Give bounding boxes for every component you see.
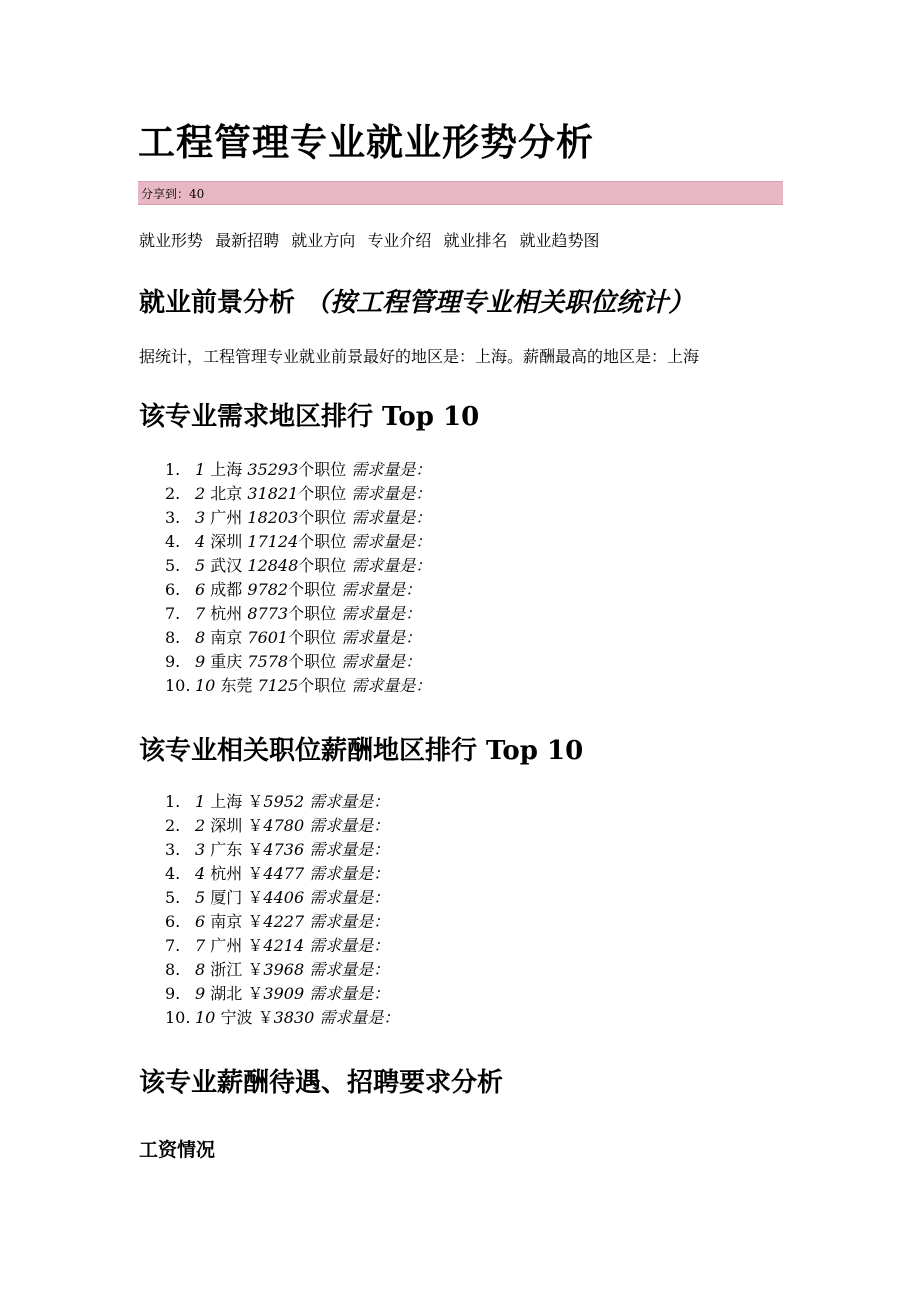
item-number: 8. xyxy=(165,628,181,647)
nav-link-trend-chart[interactable]: 就业趋势图 xyxy=(519,231,600,250)
job-count: 17124 xyxy=(247,532,299,551)
yen-sign: ￥ xyxy=(247,936,264,955)
city-name: 成都 xyxy=(210,580,243,599)
job-unit: 个职位 xyxy=(298,532,347,551)
city-name: 武汉 xyxy=(210,556,243,575)
salary-amount: 4227 xyxy=(263,912,305,931)
city-name: 杭州 xyxy=(210,604,243,623)
salary-amount: 4214 xyxy=(263,936,305,955)
item-number: 1. xyxy=(165,792,181,811)
list-item xyxy=(165,626,431,650)
city-name: 北京 xyxy=(210,484,243,503)
item-number: 10. xyxy=(165,676,191,695)
list-item xyxy=(165,674,431,698)
item-number: 4. xyxy=(165,864,181,883)
demand-note: 需求量是： xyxy=(309,864,390,883)
treatment-heading: 该专业薪酬待遇、招聘要求分析 xyxy=(139,1068,504,1098)
job-count: 7601 xyxy=(247,628,289,647)
yen-sign: ￥ xyxy=(257,1008,274,1027)
demand-note: 需求量是： xyxy=(341,628,422,647)
list-item xyxy=(165,838,399,862)
demand-note: 需求量是： xyxy=(319,1008,400,1027)
city-name: 广州 xyxy=(210,508,243,527)
salary-heading: 该专业相关职位薪酬地区排行 Top 10 xyxy=(139,736,584,766)
job-unit: 个职位 xyxy=(288,604,337,623)
salary-amount: 5952 xyxy=(263,792,305,811)
rank-number: 4 xyxy=(195,532,206,551)
list-item xyxy=(165,506,431,530)
demand-note: 需求量是： xyxy=(351,556,432,575)
demand-ranking-list xyxy=(165,458,431,698)
item-number: 7. xyxy=(165,604,181,623)
demand-heading: 该专业需求地区排行 Top 10 xyxy=(139,402,480,432)
nav-link-ranking[interactable]: 就业排名 xyxy=(443,231,508,250)
job-unit: 个职位 xyxy=(288,580,337,599)
item-number: 1. xyxy=(165,460,181,479)
yen-sign: ￥ xyxy=(247,864,264,883)
city-name: 宁波 xyxy=(220,1008,253,1027)
yen-sign: ￥ xyxy=(247,984,264,1003)
demand-note: 需求量是： xyxy=(309,960,390,979)
item-number: 6. xyxy=(165,912,181,931)
list-item xyxy=(165,602,431,626)
salary-ranking-list xyxy=(165,790,399,1030)
yen-sign: ￥ xyxy=(247,912,264,931)
rank-number: 3 xyxy=(195,508,206,527)
demand-note: 需求量是： xyxy=(341,604,422,623)
job-unit: 个职位 xyxy=(298,484,347,503)
prospect-heading-text: 就业前景分析 xyxy=(139,288,296,318)
list-item xyxy=(165,862,399,886)
city-name: 南京 xyxy=(210,628,243,647)
demand-note: 需求量是： xyxy=(309,816,390,835)
salary-amount: 3909 xyxy=(263,984,305,1003)
list-item xyxy=(165,982,399,1006)
list-item xyxy=(165,814,399,838)
rank-number: 7 xyxy=(195,604,206,623)
list-item xyxy=(165,578,431,602)
item-number: 6. xyxy=(165,580,181,599)
demand-note: 需求量是： xyxy=(341,652,422,671)
list-item xyxy=(165,886,399,910)
rank-number: 9 xyxy=(195,984,206,1003)
job-count: 8773 xyxy=(247,604,289,623)
job-count: 7125 xyxy=(257,676,299,695)
rank-number: 10 xyxy=(195,676,216,695)
rank-number: 8 xyxy=(195,628,206,647)
demand-note: 需求量是： xyxy=(351,508,432,527)
salary-amount: 3968 xyxy=(263,960,305,979)
item-number: 9. xyxy=(165,984,181,1003)
city-name: 广东 xyxy=(210,840,243,859)
rank-number: 5 xyxy=(195,888,206,907)
prospect-heading-note: （按工程管理专业相关职位统计） xyxy=(304,288,695,318)
demand-note: 需求量是： xyxy=(341,580,422,599)
job-unit: 个职位 xyxy=(298,460,347,479)
share-bar[interactable] xyxy=(138,181,783,205)
list-item xyxy=(165,790,399,814)
demand-note: 需求量是： xyxy=(309,840,390,859)
demand-note: 需求量是： xyxy=(351,460,432,479)
item-number: 5. xyxy=(165,888,181,907)
demand-note: 需求量是： xyxy=(309,912,390,931)
nav-link-major-intro[interactable]: 专业介绍 xyxy=(367,231,432,250)
item-number: 5. xyxy=(165,556,181,575)
job-unit: 个职位 xyxy=(298,556,347,575)
list-item xyxy=(165,554,431,578)
rank-number: 6 xyxy=(195,580,206,599)
list-item xyxy=(165,482,431,506)
topic-nav xyxy=(139,228,607,251)
city-name: 重庆 xyxy=(210,652,243,671)
city-name: 浙江 xyxy=(210,960,243,979)
nav-link-direction[interactable]: 就业方向 xyxy=(291,231,356,250)
job-unit: 个职位 xyxy=(288,628,337,647)
job-count: 18203 xyxy=(247,508,299,527)
prospect-paragraph: 据统计，工程管理专业就业前景最好的地区是：上海。薪酬最高的地区是：上海 xyxy=(139,347,700,366)
rank-number: 7 xyxy=(195,936,206,955)
rank-number: 5 xyxy=(195,556,206,575)
page-title: 工程管理专业就业形势分析 xyxy=(138,120,594,164)
yen-sign: ￥ xyxy=(247,816,264,835)
rank-number: 6 xyxy=(195,912,206,931)
item-number: 4. xyxy=(165,532,181,551)
city-name: 南京 xyxy=(210,912,243,931)
salary-amount: 4780 xyxy=(263,816,305,835)
job-count: 12848 xyxy=(247,556,299,575)
city-name: 深圳 xyxy=(210,532,243,551)
list-item xyxy=(165,1006,399,1030)
list-item xyxy=(165,458,431,482)
city-name: 东莞 xyxy=(220,676,253,695)
demand-note: 需求量是： xyxy=(351,484,432,503)
salary-amount: 4736 xyxy=(263,840,305,859)
job-count: 31821 xyxy=(247,484,299,503)
list-item xyxy=(165,910,399,934)
yen-sign: ￥ xyxy=(247,792,264,811)
list-item xyxy=(165,650,431,674)
city-name: 湖北 xyxy=(210,984,243,1003)
rank-number: 2 xyxy=(195,816,206,835)
demand-note: 需求量是： xyxy=(351,532,432,551)
yen-sign: ￥ xyxy=(247,840,264,859)
salary-amount: 3830 xyxy=(273,1008,315,1027)
salary-amount: 4406 xyxy=(263,888,305,907)
item-number: 3. xyxy=(165,508,181,527)
share-count[interactable]: 分享到：40 xyxy=(141,187,205,201)
demand-note: 需求量是： xyxy=(309,888,390,907)
item-number: 2. xyxy=(165,484,181,503)
job-count: 7578 xyxy=(247,652,289,671)
rank-number: 1 xyxy=(195,792,206,811)
yen-sign: ￥ xyxy=(247,888,264,907)
item-number: 8. xyxy=(165,960,181,979)
rank-number: 10 xyxy=(195,1008,216,1027)
demand-note: 需求量是： xyxy=(351,676,432,695)
rank-number: 1 xyxy=(195,460,206,479)
nav-link-recruitment[interactable]: 最新招聘 xyxy=(215,231,280,250)
city-name: 杭州 xyxy=(210,864,243,883)
item-number: 2. xyxy=(165,816,181,835)
list-item xyxy=(165,958,399,982)
job-unit: 个职位 xyxy=(288,652,337,671)
job-count: 35293 xyxy=(247,460,299,479)
city-name: 上海 xyxy=(210,792,243,811)
job-unit: 个职位 xyxy=(298,508,347,527)
item-number: 7. xyxy=(165,936,181,955)
rank-number: 8 xyxy=(195,960,206,979)
rank-number: 4 xyxy=(195,864,206,883)
demand-note: 需求量是： xyxy=(309,792,390,811)
rank-number: 9 xyxy=(195,652,206,671)
yen-sign: ￥ xyxy=(247,960,264,979)
list-item xyxy=(165,530,431,554)
item-number: 10. xyxy=(165,1008,191,1027)
wage-subheading: 工资情况 xyxy=(139,1139,216,1161)
city-name: 深圳 xyxy=(210,816,243,835)
city-name: 广州 xyxy=(210,936,243,955)
nav-link-situation[interactable]: 就业形势 xyxy=(139,231,204,250)
city-name: 上海 xyxy=(210,460,243,479)
list-item xyxy=(165,934,399,958)
rank-number: 2 xyxy=(195,484,206,503)
demand-note: 需求量是： xyxy=(309,936,390,955)
city-name: 厦门 xyxy=(210,888,243,907)
item-number: 9. xyxy=(165,652,181,671)
rank-number: 3 xyxy=(195,840,206,859)
prospect-heading xyxy=(139,282,694,319)
job-count: 9782 xyxy=(247,580,289,599)
demand-note: 需求量是： xyxy=(309,984,390,1003)
job-unit: 个职位 xyxy=(298,676,347,695)
salary-amount: 4477 xyxy=(263,864,305,883)
item-number: 3. xyxy=(165,840,181,859)
